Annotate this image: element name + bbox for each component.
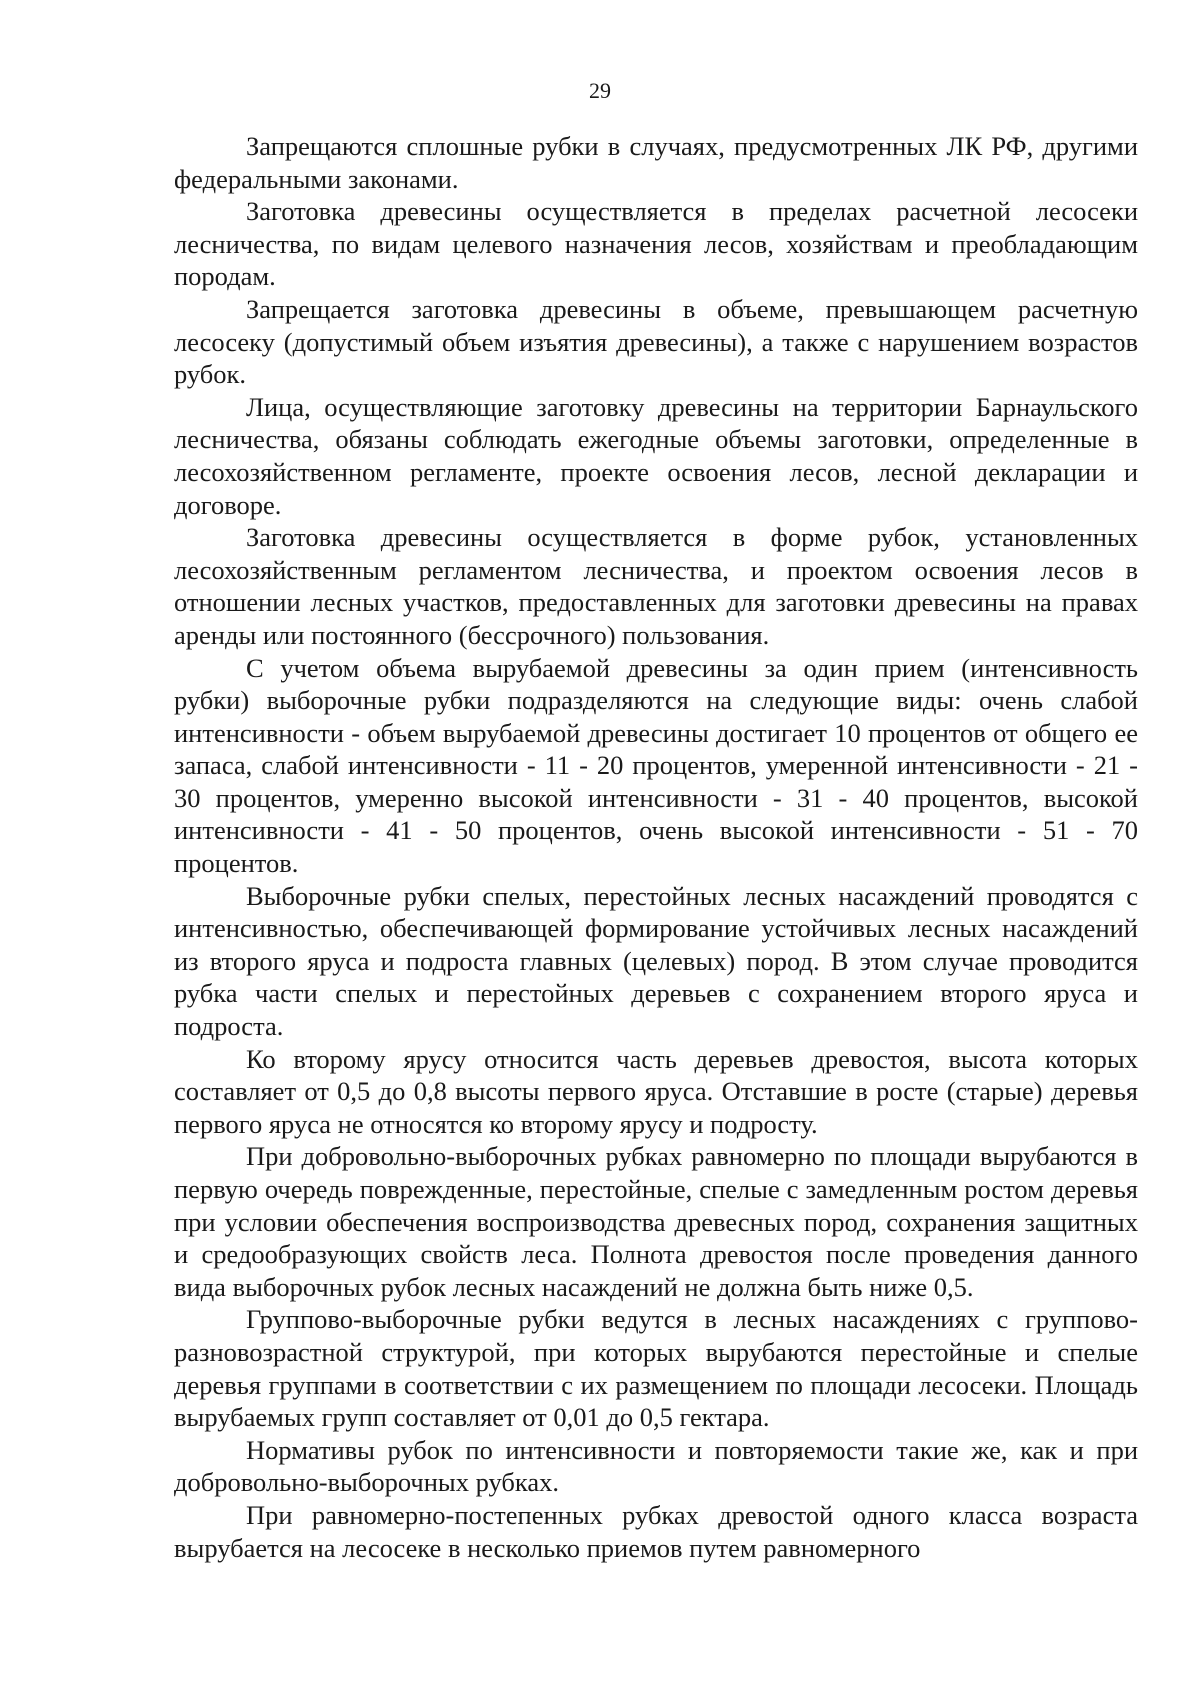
paragraph: Группово-выборочные рубки ведутся в лесных насаждениях с группово-разновозрастной структурой, при которых вырубаются перестойные и спелые деревья группами в соответствии с их размещением по площади лесосеки. Площадь вырубаемых групп составляет от 0,01 до 0,5 гектара. [174, 1304, 1138, 1433]
paragraph: Нормативы рубок по интенсивности и повторяемости такие же, как и при добровольно-выборочных рубках. [174, 1434, 1138, 1498]
paragraph: Выборочные рубки спелых, перестойных лесных насаждений проводятся с интенсивностью, обеспечивающей формирование устойчивых лесных насаждений из второго яруса и подроста главных (целевых) пород. В этом случае проводится рубка части спелых и перестойных деревьев с сохранением второго яруса и подроста. [174, 880, 1138, 1042]
document-body [174, 130, 1138, 1564]
page-number: 29 [589, 78, 611, 103]
paragraph: Ко второму ярусу относится часть деревьев древостоя, высота которых составляет от 0,5 до 0,8 высоты первого яруса. Отставшие в росте (старые) деревья первого яруса не относятся ко второму ярусу и подросту. [174, 1043, 1138, 1139]
paragraph: При добровольно-выборочных рубках равномерно по площади вырубаются в первую очередь поврежденные, перестойные, спелые с замедленным ростом деревья при условии обеспечения воспроизводства древесных пород, сохранения защитных и средообразующих свойств леса. Полнота древостоя после проведения данного вида выборочных рубок лесных насаждений не должна быть ниже 0,5. [174, 1141, 1138, 1302]
paragraph: Запрещается заготовка древесины в объеме, превышающем расчетную лесосеку (допустимый объем изъятия древесины), а также с нарушением возрастов рубок. [174, 293, 1138, 390]
paragraph: Заготовка древесины осуществляется в форме рубок, установленных лесохозяйственным регламентом лесничества, и проектом освоения лесов в отношении лесных участков, предоставленных для заготовки древесины на правах аренды или постоянного (бессрочного) пользования. [174, 522, 1138, 650]
paragraph: С учетом объема вырубаемой древесины за один прием (интенсивность рубки) выборочные рубки подразделяются на следующие виды: очень слабой интенсивности - объем вырубаемой древесины достигает 10 процентов от общего ее запаса, слабой интенсивности - 11 - 20 процентов, умеренной интенсивности - 21 - 30 процентов, умеренно высокой интенсивности - 31 - 40 процентов, высокой интенсивности - 41 - 50 процентов, очень высокой интенсивности - 51 - 70 процентов. [174, 652, 1138, 879]
paragraph: Заготовка древесины осуществляется в пределах расчетной лесосеки лесничества, по видам целевого назначения лесов, хозяйствам и преобладающим породам. [174, 196, 1138, 292]
paragraph: Лица, осуществляющие заготовку древесины на территории Барнаульского лесничества, обязаны соблюдать ежегодные объемы заготовки, определенные в лесохозяйственном регламенте, проекте освоения лесов, лесной декларации и договоре. [174, 391, 1138, 520]
paragraph: Запрещаются сплошные рубки в случаях, предусмотренных ЛК РФ, другими федеральными законами. [174, 131, 1138, 194]
paragraph: При равномерно-постепенных рубках древостой одного класса возраста вырубается на лесосеке в несколько приемов путем равномерного [174, 1499, 1138, 1563]
